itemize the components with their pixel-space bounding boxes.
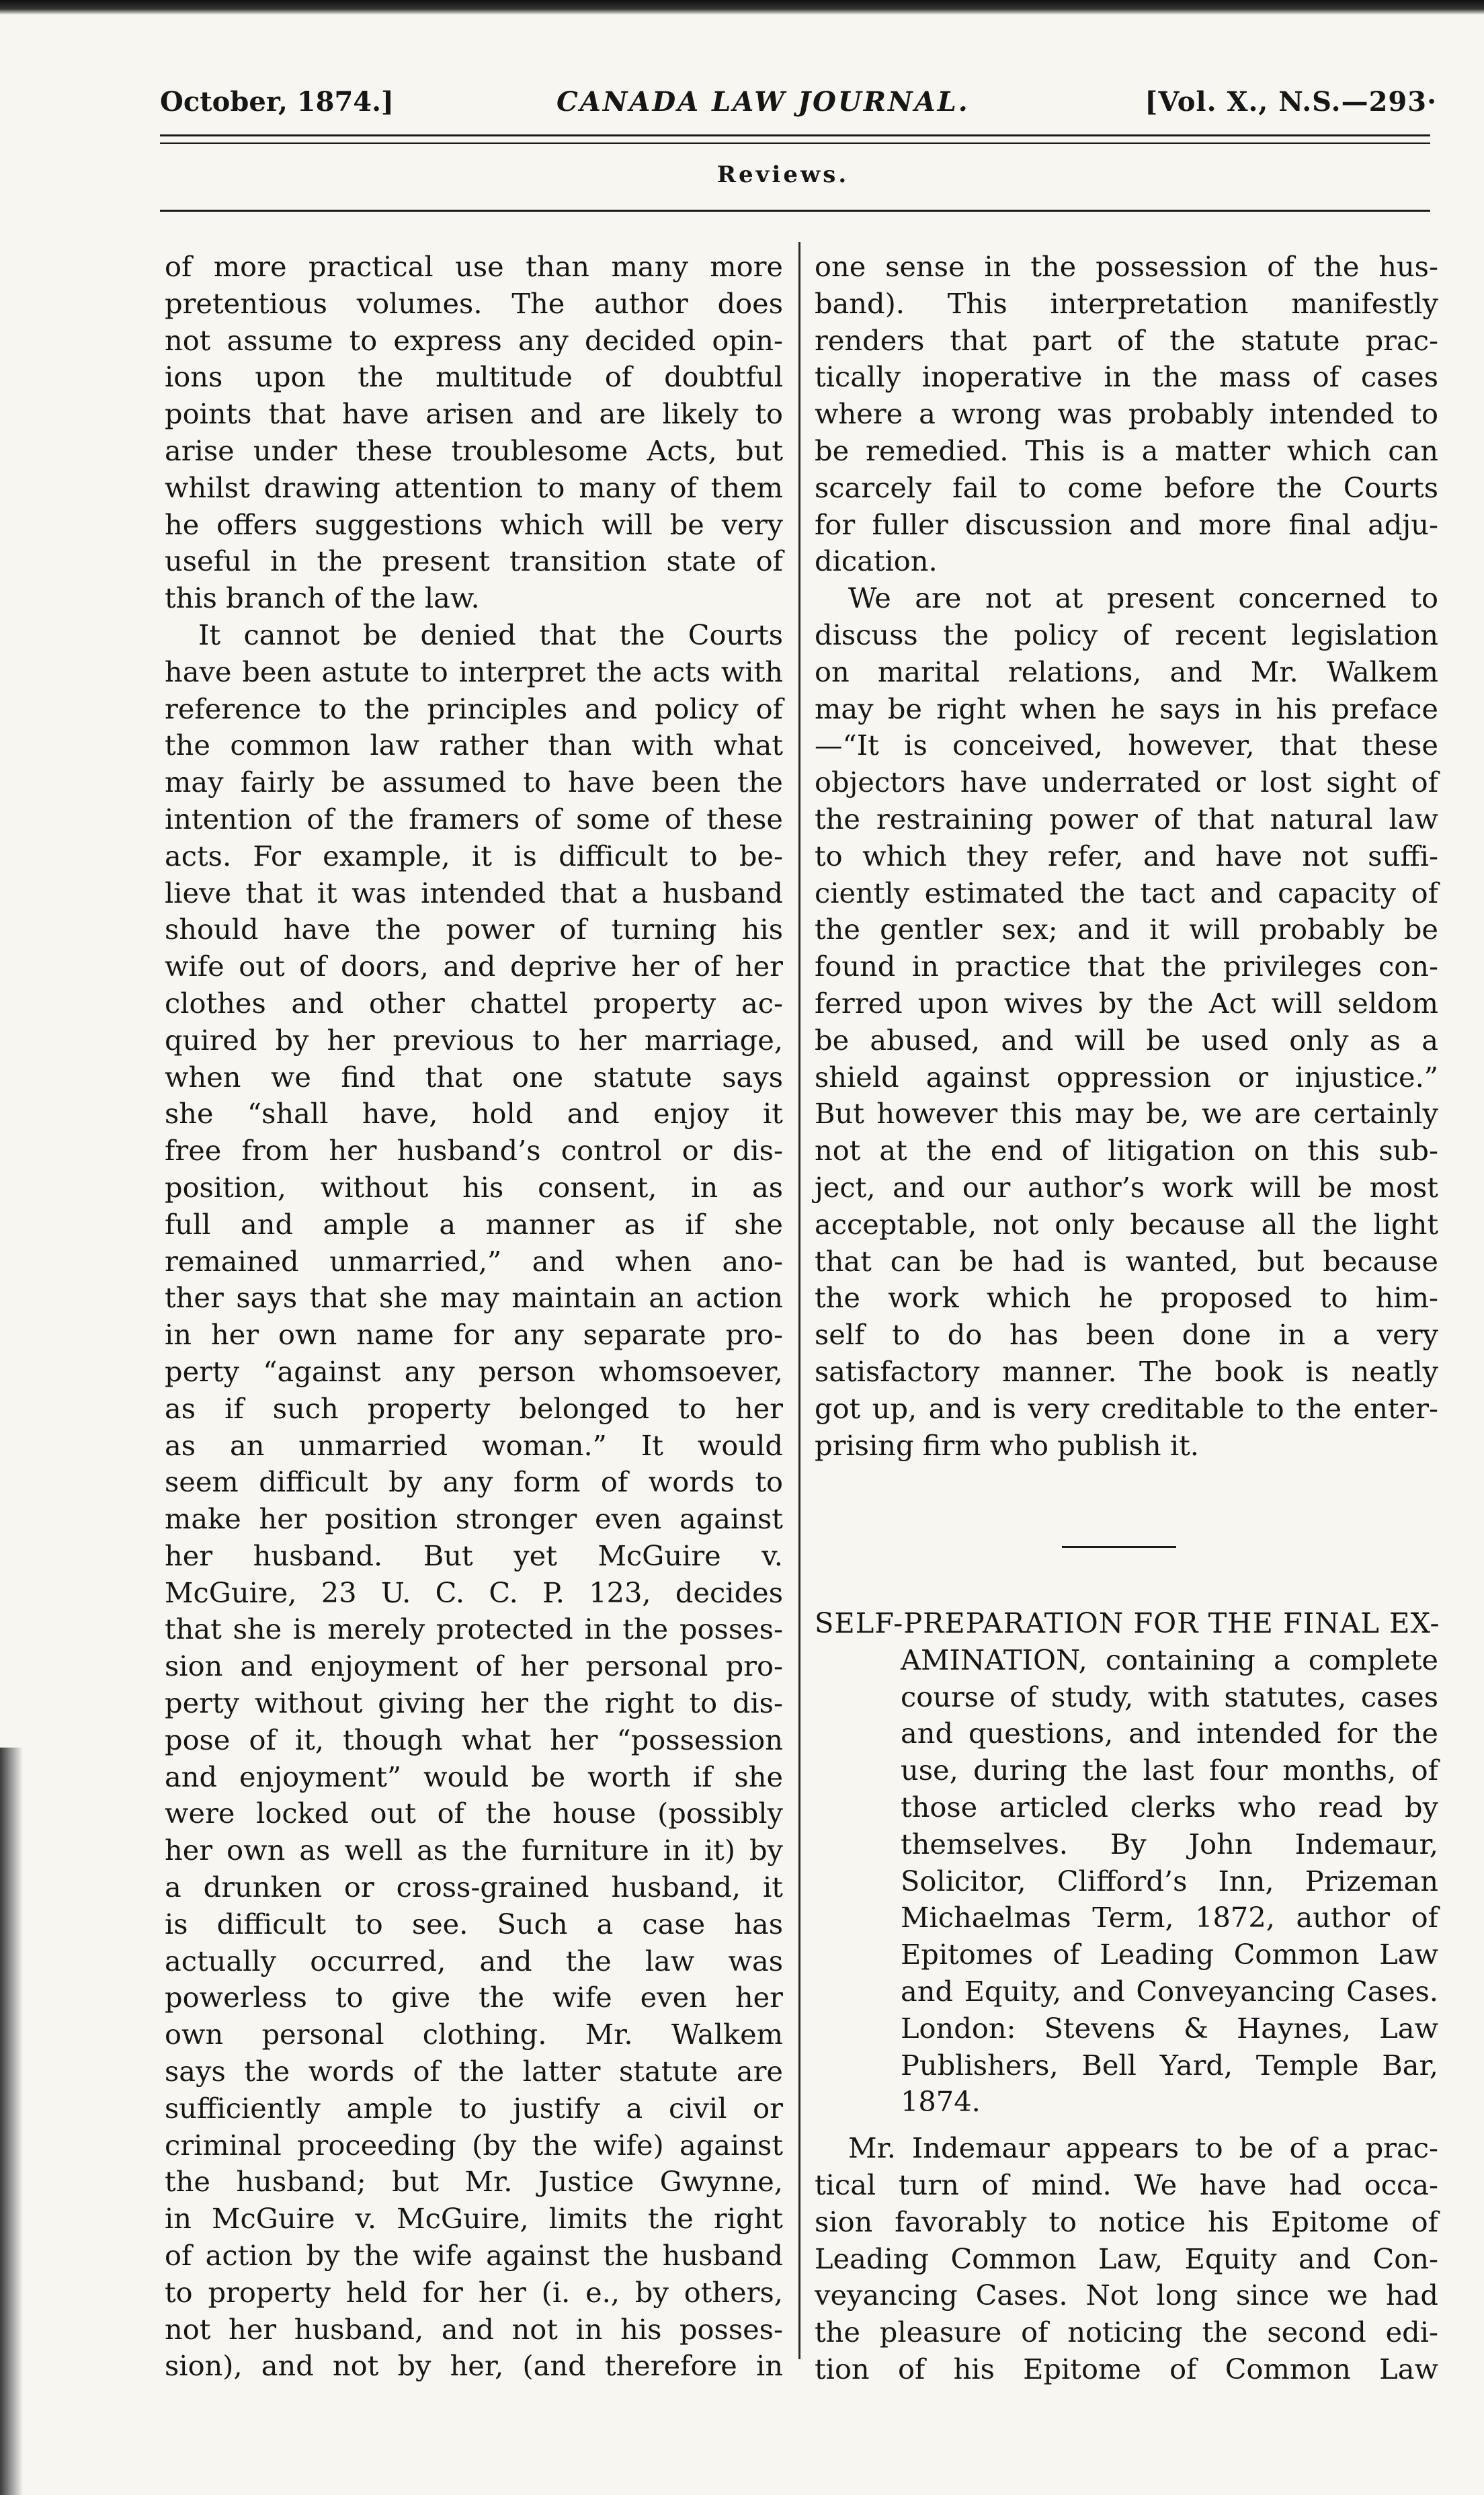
text-line: in her own name for any separate pro- <box>165 1318 783 1352</box>
text-line: the husband; but Mr. Justice Gwynne, <box>165 2165 783 2199</box>
text-line: a drunken or cross-grained husband, it <box>165 1871 783 1904</box>
text-line: SELF-PREPARATION FOR THE FINAL EX- <box>815 1606 1440 1639</box>
text-line: sion), and not by her, (and therefore in <box>165 2349 783 2383</box>
text-line: tion of his Epitome of Common Law <box>815 2352 1438 2385</box>
text-line: she “shall have, hold and enjoy it <box>165 1097 783 1131</box>
text-line: those articled clerks who read by <box>901 1790 1438 1824</box>
text-line: as if such property belonged to her <box>165 1391 783 1425</box>
text-line: the gentler sex; and it will probably be <box>815 913 1438 946</box>
text-line: one sense in the possession of the hus- <box>815 250 1438 283</box>
text-line: use, during the last four months, of <box>901 1754 1438 1787</box>
text-line: to property held for her (i. e., by others, <box>165 2275 783 2309</box>
text-line: that she is merely protected in the posses- <box>165 1612 783 1646</box>
header-date: October, 1874.] <box>160 86 394 118</box>
text-line: on marital relations, and Mr. Walkem <box>815 655 1438 688</box>
text-line: seem difficult by any form of words to <box>165 1465 783 1499</box>
text-line: is difficult to see. Such a case has <box>165 1907 783 1940</box>
text-line: prising firm who publish it. <box>815 1428 1199 1462</box>
right-column-review-end <box>815 249 1438 1464</box>
text-line: her husband. But yet McGuire v. <box>165 1539 783 1572</box>
right-column-new-review <box>815 1605 1438 2388</box>
section-heading: Reviews. <box>716 161 850 188</box>
text-line: Publishers, Bell Yard, Temple Bar, <box>901 2048 1438 2082</box>
text-line: lieve that it was intended that a husband <box>165 876 783 909</box>
text-line: But however this may be, we are certainly <box>815 1097 1438 1131</box>
text-line: remained unmarried,” and when ano- <box>165 1244 783 1278</box>
text-line: Solicitor, Clifford’s Inn, Prizeman <box>901 1864 1438 1897</box>
text-line: clothes and other chattel property ac- <box>165 986 783 1020</box>
text-line: not her husband, and not in his posses- <box>165 2312 783 2346</box>
text-line: We are not at present concerned to <box>848 581 1438 615</box>
text-line: band). This interpretation manifestly <box>815 286 1438 320</box>
left-column-text <box>165 249 783 2385</box>
text-line: the restraining power of that natural law <box>815 802 1438 835</box>
scan-edge-left <box>0 1748 23 2495</box>
text-line: points that have arisen and are likely to <box>165 397 783 431</box>
text-line: whilst drawing attention to many of them <box>165 471 783 504</box>
text-line: perty without giving her the right to dis- <box>165 1686 783 1720</box>
text-line: AMINATION, containing a complete <box>901 1643 1438 1676</box>
text-line: reference to the principles and policy of <box>165 692 783 725</box>
text-line: of action by the wife against the husband <box>165 2239 783 2273</box>
text-line: tically inoperative in the mass of cases <box>815 360 1438 394</box>
text-line: and questions, and intended for the <box>901 1717 1438 1750</box>
text-line: have been astute to interpret the acts with <box>165 655 783 688</box>
text-line: should have the power of turning his <box>165 913 783 946</box>
text-line: course of study, with statutes, cases <box>901 1680 1438 1713</box>
text-line: where a wrong was probably intended to <box>815 397 1438 431</box>
text-line: were locked out of the house (possibly <box>165 1797 783 1830</box>
paragraph-gap <box>815 2121 1438 2130</box>
header-rule-top <box>160 134 1430 136</box>
text-line: ions upon the multitude of doubtful <box>165 360 783 394</box>
text-line: as an unmarried woman.” It would <box>165 1428 783 1462</box>
text-line: scarcely fail to come before the Courts <box>815 471 1438 504</box>
text-line: quired by her previous to her marriage, <box>165 1023 783 1057</box>
text-line: ject, and our author’s work will be most <box>815 1170 1438 1204</box>
text-line: got up, and is very creditable to the enter- <box>815 1391 1438 1425</box>
text-line: for fuller discussion and more final adju- <box>815 507 1438 541</box>
text-line: tical turn of mind. We have had occa- <box>815 2168 1438 2201</box>
text-line: wife out of doors, and deprive her of her <box>165 950 783 983</box>
text-line: veyancing Cases. Not long since we had <box>815 2279 1438 2312</box>
text-line: be remedied. This is a matter which can <box>815 434 1438 467</box>
text-line: 1874. <box>901 2085 981 2119</box>
text-line: ther says that she may maintain an action <box>165 1281 783 1315</box>
text-line: acceptable, not only because all the light <box>815 1207 1438 1241</box>
text-line: pose of it, though what her “possession <box>165 1723 783 1756</box>
text-line: sion and enjoyment of her personal pro- <box>165 1649 783 1683</box>
text-line: free from her husband’s control or dis- <box>165 1134 783 1168</box>
text-line: not assume to express any decided opin- <box>165 323 783 357</box>
text-line: ferred upon wives by the Act will seldom <box>815 986 1438 1020</box>
text-line: renders that part of the statute prac- <box>815 323 1438 357</box>
text-line: may be right when he says in his preface <box>815 692 1438 725</box>
text-line: pretentious volumes. The author does <box>165 286 783 320</box>
text-line: make her position stronger even against <box>165 1502 783 1536</box>
text-line: the work which he proposed to him- <box>815 1281 1438 1315</box>
header-journal-title: CANADA LAW JOURNAL. <box>556 86 970 118</box>
text-line: McGuire, 23 U. C. C. P. 123, decides <box>165 1576 783 1609</box>
text-line: when we find that one statute says <box>165 1060 783 1094</box>
text-line: objectors have underrated or lost sight of <box>815 766 1438 799</box>
running-header <box>160 86 1437 126</box>
text-line: position, without his consent, in as <box>165 1170 783 1204</box>
text-line: he offers suggestions which will be very <box>165 507 783 541</box>
text-line: the pleasure of noticing the second edi- <box>815 2316 1438 2349</box>
text-line: her own as well as the furniture in it) by <box>165 1834 783 1867</box>
text-line: actually occurred, and the law was <box>165 1944 783 1977</box>
text-line: this branch of the law. <box>165 581 480 615</box>
section-rule <box>160 210 1430 212</box>
text-line: Leading Common Law, Equity and Con- <box>815 2242 1438 2275</box>
text-line: Mr. Indemaur appears to be of a prac- <box>848 2131 1438 2165</box>
text-line: may fairly be assumed to have been the <box>165 766 783 799</box>
text-line: themselves. By John Indemaur, <box>901 1827 1438 1860</box>
text-line: says the words of the latter statute are <box>165 2055 783 2088</box>
text-line: It cannot be denied that the Courts <box>198 618 783 651</box>
text-line: be abused, and will be used only as a <box>815 1023 1438 1057</box>
text-line: arise under these troublesome Acts, but <box>165 434 783 467</box>
scan-edge-top <box>0 0 1484 15</box>
text-line: acts. For example, it is difficult to be- <box>165 839 783 872</box>
text-line: Michaelmas Term, 1872, author of <box>901 1901 1438 1934</box>
text-line: and Equity, and Conveyancing Cases. <box>901 1974 1438 2008</box>
text-line: powerless to give the wife even her <box>165 1981 783 2014</box>
text-line: discuss the policy of recent legislation <box>815 618 1438 651</box>
text-line: and enjoyment” would be worth if she <box>165 1760 783 1793</box>
text-line: sion favorably to notice his Epitome of <box>815 2205 1438 2238</box>
text-line: that can be had is wanted, but because <box>815 1244 1438 1278</box>
text-line: —“It is conceived, however, that these <box>815 729 1438 762</box>
text-line: shield against oppression or injustice.” <box>815 1060 1438 1094</box>
column-divider <box>798 242 800 2359</box>
text-line: self to do has been done in a very <box>815 1318 1438 1352</box>
text-line: satisfactory manner. The book is neatly <box>815 1354 1438 1388</box>
text-line: found in practice that the privileges con- <box>815 950 1438 983</box>
text-line: the common law rather than with what <box>165 729 783 762</box>
text-line: useful in the present transition state of <box>165 544 783 578</box>
text-line: dication. <box>815 544 938 578</box>
text-line: not at the end of litigation on this sub- <box>815 1134 1438 1168</box>
text-line: Epitomes of Leading Common Law <box>901 1938 1438 1971</box>
text-line: of more practical use than many more <box>165 250 783 283</box>
header-rule-bottom <box>160 142 1430 144</box>
text-line: ciently estimated the tact and capacity of <box>815 876 1438 909</box>
text-line: intention of the framers of some of these <box>165 802 783 835</box>
text-line: criminal proceeding (by the wife) against <box>165 2128 783 2162</box>
text-line: in McGuire v. McGuire, limits the right <box>165 2202 783 2236</box>
text-line: perty “against any person whomsoever, <box>165 1354 783 1388</box>
section-separator-rule <box>1062 1546 1176 1548</box>
text-line: sufficiently ample to justify a civil or <box>165 2091 783 2125</box>
text-line: own personal clothing. Mr. Walkem <box>165 2018 783 2051</box>
text-line: to which they refer, and have not suffi- <box>815 839 1438 872</box>
header-volume: [Vol. X., N.S.—293· <box>1145 86 1437 118</box>
text-line: London: Stevens & Haynes, Law <box>901 2011 1438 2045</box>
text-line: full and ample a manner as if she <box>165 1207 783 1241</box>
